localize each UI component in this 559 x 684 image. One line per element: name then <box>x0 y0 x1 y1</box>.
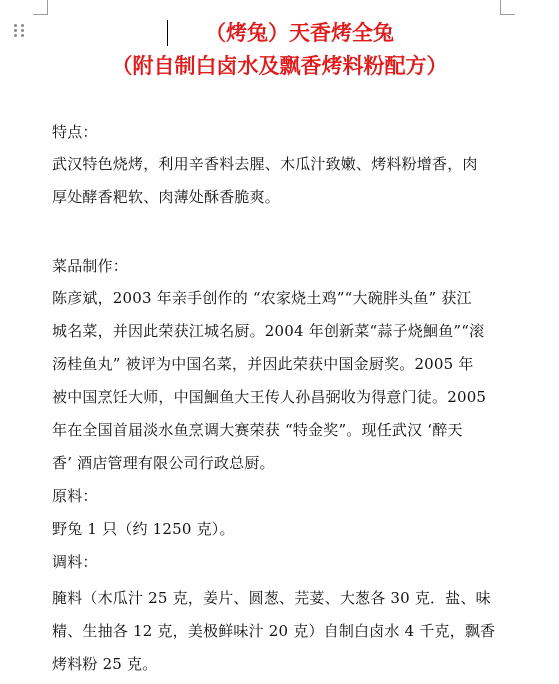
chef-line[interactable]: 香’ 酒店管理有限公司行政总厨。 <box>52 454 275 472</box>
document-title[interactable]: （烤兔）天香烤全兔 <box>205 20 394 45</box>
features-line[interactable]: 厚处酵香粑软、肉薄处酥香脆爽。 <box>52 188 281 206</box>
chef-line[interactable]: 年在全国首届淡水鱼烹调大赛荣获 “特金奖”。现任武汉 ‘醉天 <box>52 421 463 439</box>
chef-line[interactable]: 陈彦斌，2003 年亲手创作的 “农家烧土鸡”“大碗胖头鱼” 获江 <box>52 289 472 307</box>
features-heading[interactable]: 特点： <box>52 123 98 141</box>
chef-line[interactable]: 城名菜，并因此荣获江城名厨。2004 年创新菜“蒜子烧鮰鱼”“滚 <box>52 322 485 340</box>
page-corner-mark-top-left <box>33 0 48 15</box>
ingredients-heading[interactable]: 原料： <box>52 487 98 505</box>
ingredients-line[interactable]: 野兔 1 只（约 1250 克）。 <box>52 520 235 538</box>
seasonings-line[interactable]: 腌料（木瓜汁 25 克，姜片、圆葱、芫荽、大葱各 30 克．盐、味 <box>52 589 491 607</box>
seasonings-line[interactable]: 精、生抽各 12 克，美极鲜味汁 20 克）自制白卤水 4 千克，飘香 <box>52 622 496 640</box>
seasonings-heading[interactable]: 调料： <box>52 553 98 571</box>
chef-line[interactable]: 汤桂鱼丸” 被评为中国名菜，并因此荣获中国金厨奖。2005 年 <box>52 355 474 373</box>
page-corner-mark-top-right <box>500 0 515 15</box>
seasonings-line[interactable]: 烤料粉 25 克。 <box>52 655 158 673</box>
chef-heading[interactable]: 菜品制作： <box>52 257 129 275</box>
document-subtitle[interactable]: （附自制白卤水及飘香烤料粉配方） <box>111 53 448 78</box>
features-line[interactable]: 武汉特色烧烤，利用辛香料去腥、木瓜汁致嫩、烤料粉增香，肉 <box>52 155 478 173</box>
chef-line[interactable]: 被中国烹饪大师，中国鮰鱼大王传人孙昌弼收为得意门徒。2005 <box>52 388 487 406</box>
